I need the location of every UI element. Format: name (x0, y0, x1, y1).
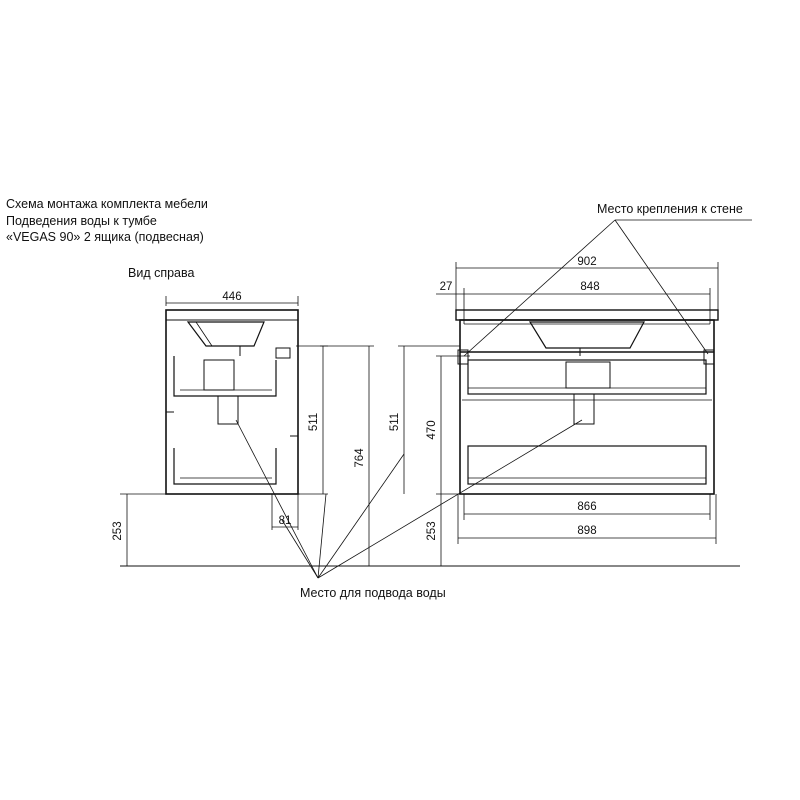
dim-front-511 (389, 346, 460, 494)
side-view-cabinet (166, 310, 298, 494)
dim-side-511-label: 511 (308, 412, 320, 432)
dim-front-866-label: 866 (577, 501, 597, 513)
title-line-1: Схема монтажа комплекта мебели (6, 197, 208, 211)
dim-side-81-label: 81 (278, 515, 292, 527)
water-supply-label: Место для подвода воды (300, 586, 446, 600)
dim-front-902-label: 902 (577, 256, 597, 268)
dim-front-848-label: 848 (580, 281, 600, 293)
dim-side-764-label: 764 (354, 448, 366, 468)
title-line-3: «VEGAS 90» 2 ящика (подвесная) (6, 230, 204, 244)
dim-front-253-label: 253 (426, 521, 438, 541)
water-supply-leaders (236, 420, 582, 578)
dim-side-446-label: 446 (222, 291, 242, 303)
dim-front-898-label: 898 (577, 525, 597, 537)
dim-side-253-label: 253 (112, 521, 124, 541)
dim-front-470 (426, 356, 470, 494)
wall-mount-leaders (464, 220, 752, 356)
front-view-cabinet (456, 310, 718, 494)
dim-side-446 (166, 291, 298, 306)
dim-front-511-label: 511 (389, 412, 401, 432)
wall-mount-label: Место крепления к стене (597, 202, 743, 216)
dim-front-866 (464, 494, 710, 520)
dim-front-848 (436, 281, 710, 324)
dim-side-511 (296, 346, 328, 494)
title-line-2: Подведения воды к тумбе (6, 213, 157, 228)
dim-front-253 (426, 494, 466, 566)
dim-front-27-label: 27 (439, 281, 453, 293)
side-view-label: Вид справа (128, 266, 195, 280)
dim-side-764 (320, 346, 374, 566)
dim-front-470-label: 470 (426, 420, 438, 440)
